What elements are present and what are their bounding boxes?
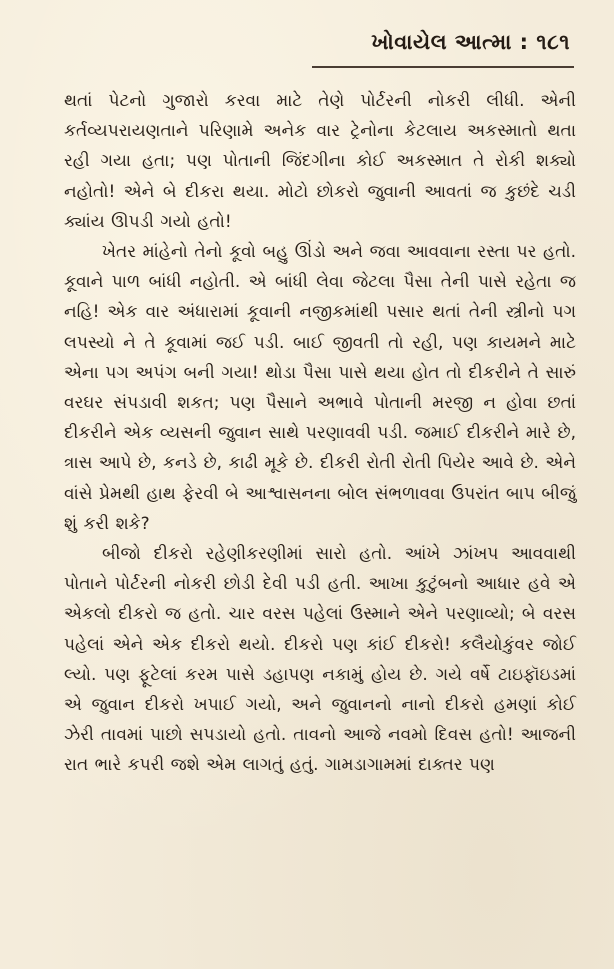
- paragraph-2: ખેતર માંહેનો તેનો કૂવો બહુ ઊંડો અને જવા આવવાના રસ્તા પર હતો. કૂવાને પાળ બાંધી નહોતી. એ બાંધી લેવા જેટલા પૈસા તેની પાસે રહેતા જ નહિ! એક વાર અંધારામાં કૂવાની નજીકમાંથી પસાર થતાં તેની સ્ત્રીનો પગ લપસ્યો ને તે કૂવામાં જઈ પડી. બાઈ જીવતી તો રહી, પણ કાયમને માટે એના પગ અપંગ બની ગયા! થોડા પૈસા પાસે થયા હોત તો દીકરીને તે સારું વરઘર સંપડાવી શકત; પણ પૈસાને અભાવે પોતાની મરજી ન હોવા છતાં દીકરીને એક વ્યસની જુવાન સાથે પરણાવવી પડી. જમાઈ દીકરીને મારે છે, ત્રાસ આપે છે, કનડે છે, કાઢી મૂકે છે. દીકરી રોતી રોતી પિયેર આવે છે. એને વાંસે પ્રેમથી હાથ ફેરવી બે આશ્વાસનના બોલ સંભળાવવા ઉપરાંત બાપ બીજું શું કરી શકે?: [64, 242, 576, 534]
- header-rule: [312, 66, 574, 68]
- running-head-title: ખોવાયેલ આત્મા : ૧૮૧: [371, 30, 570, 54]
- paragraph-3: બીજો દીકરો રહેણીકરણીમાં સારો હતો. આંખે ઝાંખપ આવવાથી પોતાને પોર્ટરની નોકરી છોડી દેવી પડી હતી. આખા કુટુંબનો આધાર હવે એ એકલો દીકરો જ હતો. ચાર વરસ પહેલાં ઉસ્માને એને પરણાવ્યો; બે વરસ પહેલાં એને એક દીકરો થયો. દીકરો પણ કાંઈ દીકરો! કલૈયોકુંવર જોઈ લ્યો. પણ ફૂટેલાં કરમ પાસે ડહાપણ નકામું હોય છે. ગયે વર્ષે ટાઇફૉઇડમાં એ જુવાન દીકરો ખપાઈ ગયો, અને જુવાનનો નાનો દીકરો હમણાં કોઈ ઝેરી તાવમાં પાછો સપડાયો હતો. તાવનો આજે નવમો દિવસ હતો! આજની રાત ભારે કપરી જશે એમ લાગતું હતું. ગામડાગામમાં દાક્તર પણ: [64, 544, 576, 776]
- paragraph-1: થતાં પેટનો ગુજારો કરવા માટે તેણે પોર્ટરની નોકરી લીધી. એની કર્તવ્યપરાયણતાને પરિણામે અનેક વાર ટ્રેનોના કેટલાય અકસ્માતો થતા રહી ગયા હતા; પણ પોતાની જિંદગીના કોઈ અકસ્માત તે રોકી શક્યો નહોતો! એને બે દીકરા થયા. મોટો છોકરો જુવાની આવતાં જ કુછંદે ચડી ક્યાંય ઊપડી ગયો હતો!: [64, 91, 576, 232]
- page-body: [64, 86, 576, 781]
